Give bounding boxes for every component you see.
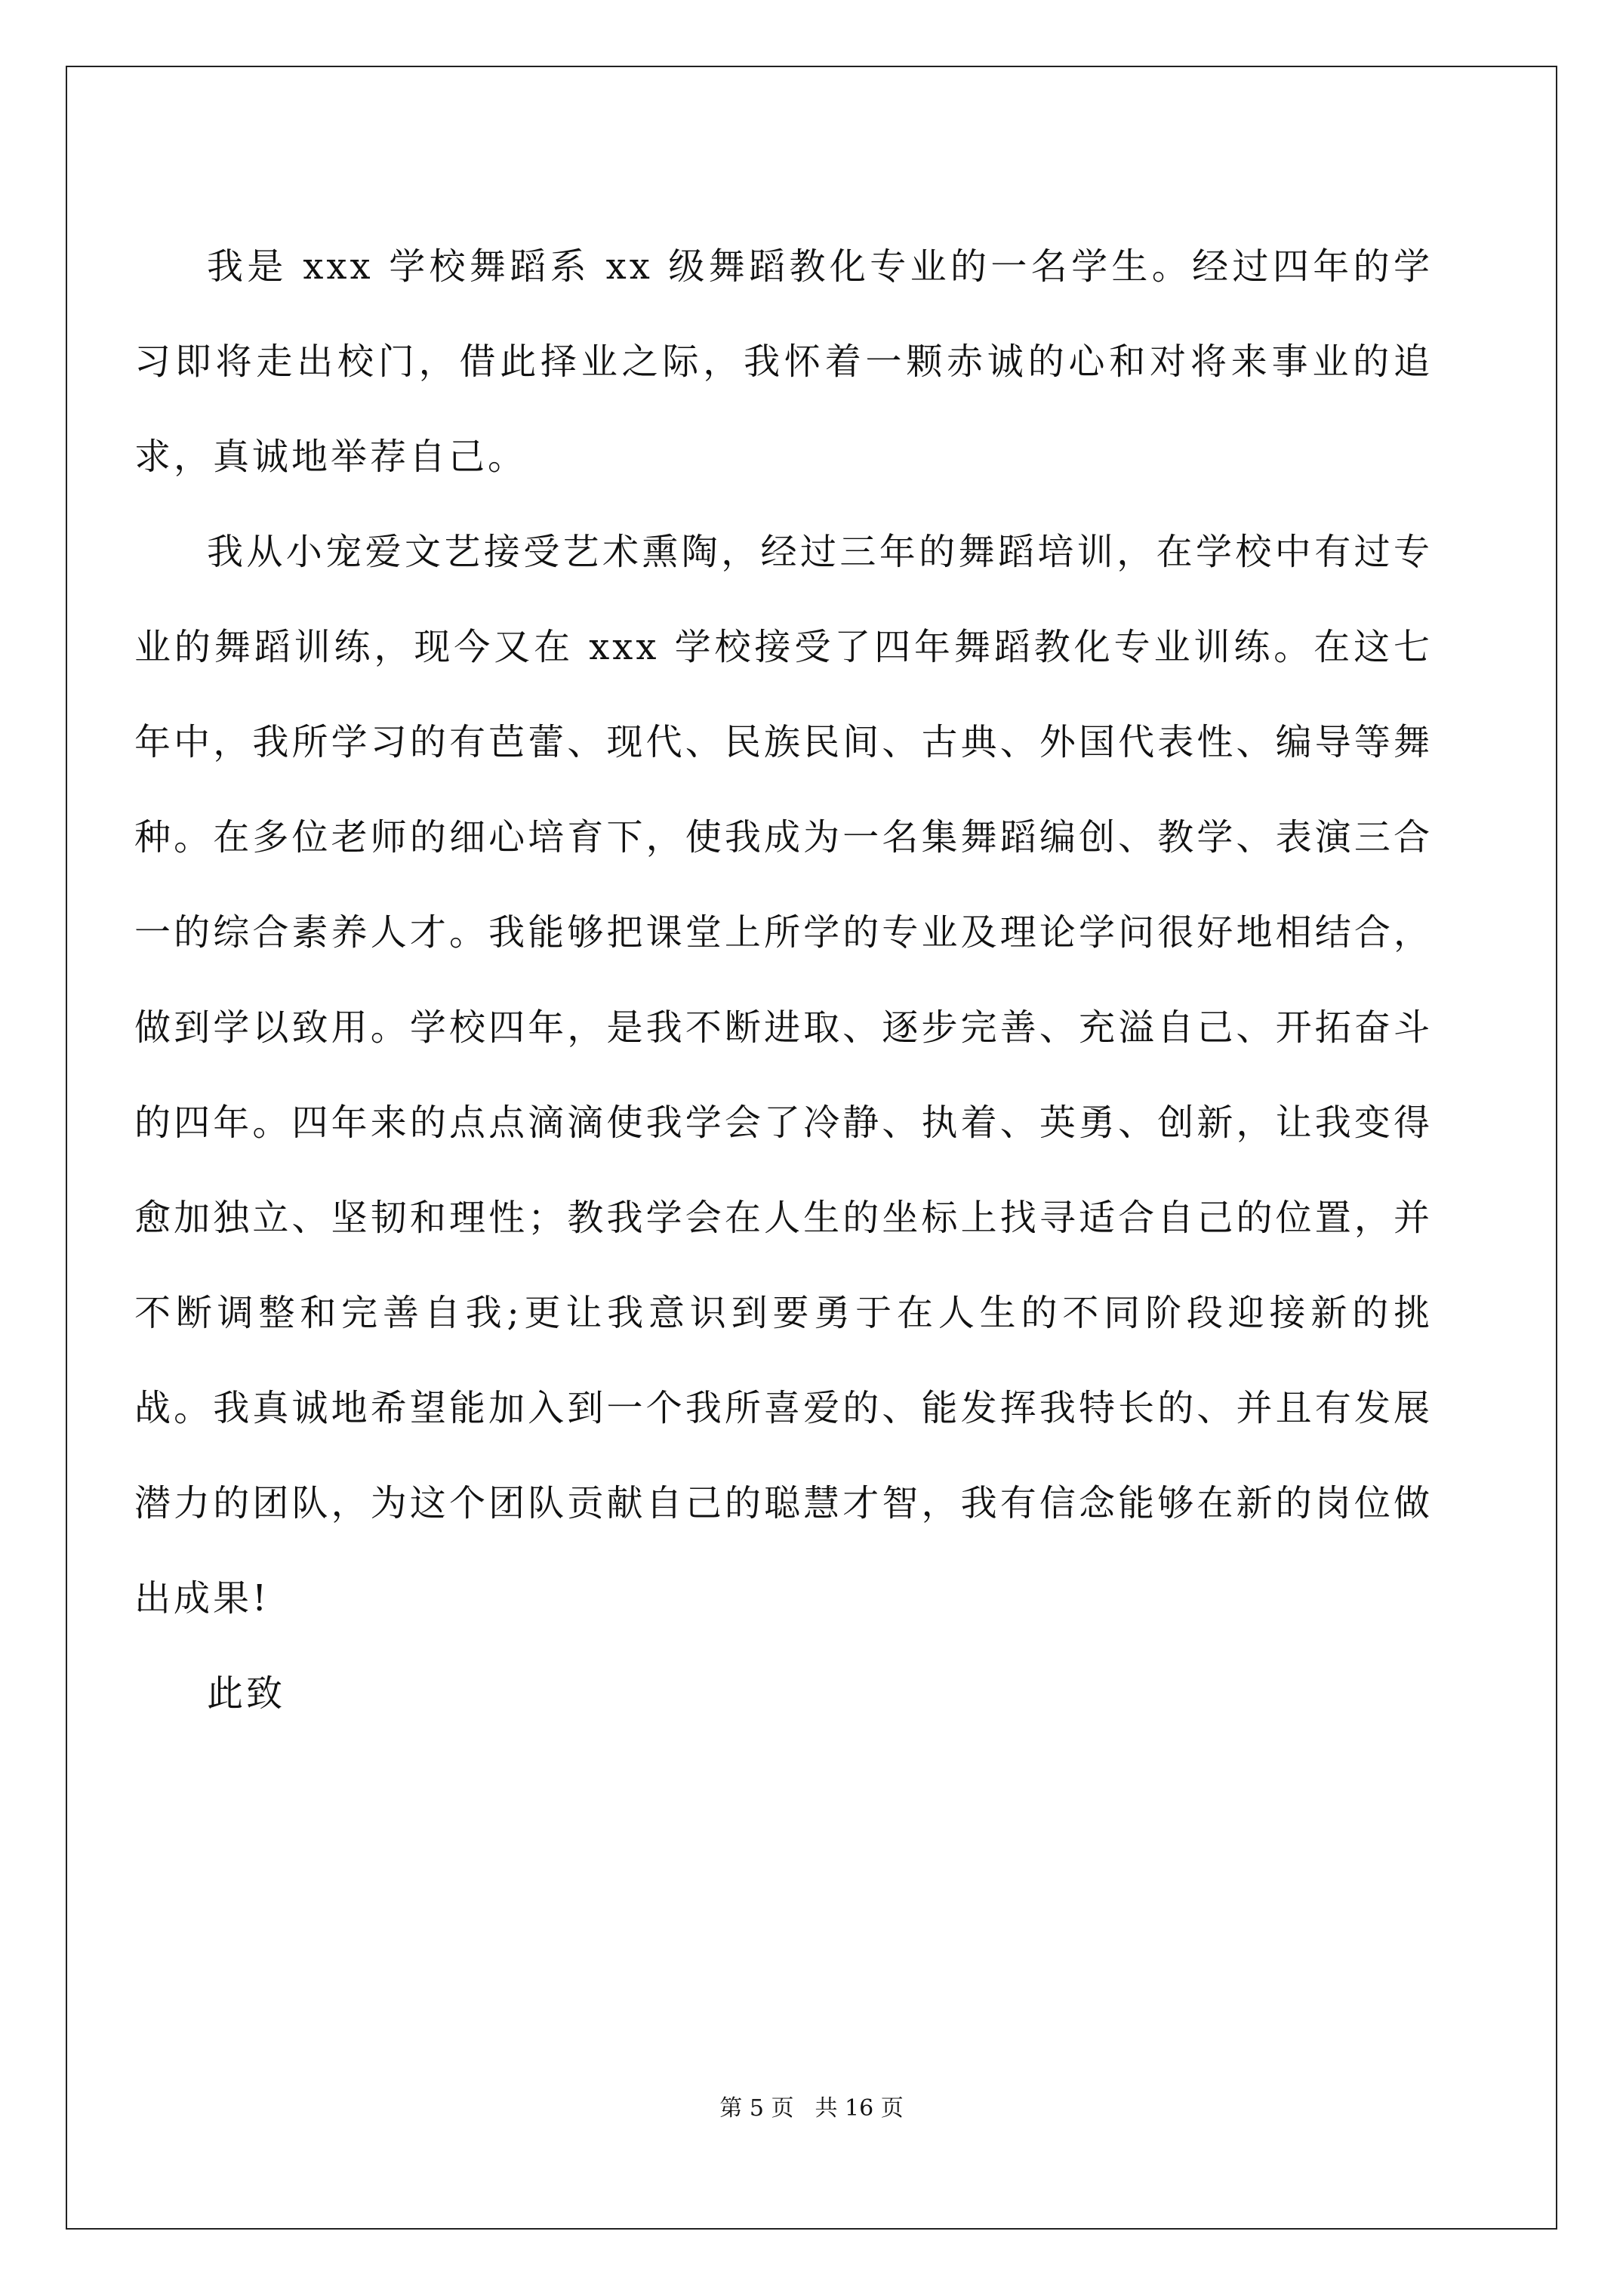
- document-body: [134, 219, 1433, 1741]
- page-number-total: 共 16 页: [815, 2095, 904, 2122]
- paragraph-closing: 此致: [207, 1672, 286, 1715]
- paragraph-intro: 我是 xxx 学校舞蹈系 xx 级舞蹈教化专业的一名学生。经过四年的学习即将走出校门，借此择业之际，我怀着一颗赤诚的心和对将来事业的追求，真诚地举荐自己。: [134, 245, 1433, 478]
- page-number-current: 第 5 页: [719, 2095, 794, 2122]
- page-footer: [0, 2094, 1623, 2124]
- paragraph-experience: 我从小宠爱文艺接受艺术熏陶，经过三年的舞蹈培训，在学校中有过专业的舞蹈训练，现今又在 xxx 学校接受了四年舞蹈教化专业训练。在这七年中，我所学习的有芭蕾、现代、民族民间、古典、外国代表性、编导等舞种。在多位老师的细心培育下，使我成为一名集舞蹈编创、教学、表演三合一的综合素养人才。我能够把课堂上所学的专业及理论学问很好地相结合，做到学以致用。学校四年，是我不断进取、逐步完善、充溢自己、开拓奋斗的四年。四年来的点点滴滴使我学会了冷静、执着、英勇、创新，让我变得愈加独立、坚韧和理性；教我学会在人生的坐标上找寻适合自己的位置，并不断调整和完善自我;更让我意识到要勇于在人生的不同阶段迎接新的挑战。我真诚地希望能加入到一个我所喜爱的、能发挥我特长的、并且有发展潜力的团队，为这个团队贡献自己的聪慧才智，我有信念能够在新的岗位做出成果!: [134, 531, 1433, 1620]
